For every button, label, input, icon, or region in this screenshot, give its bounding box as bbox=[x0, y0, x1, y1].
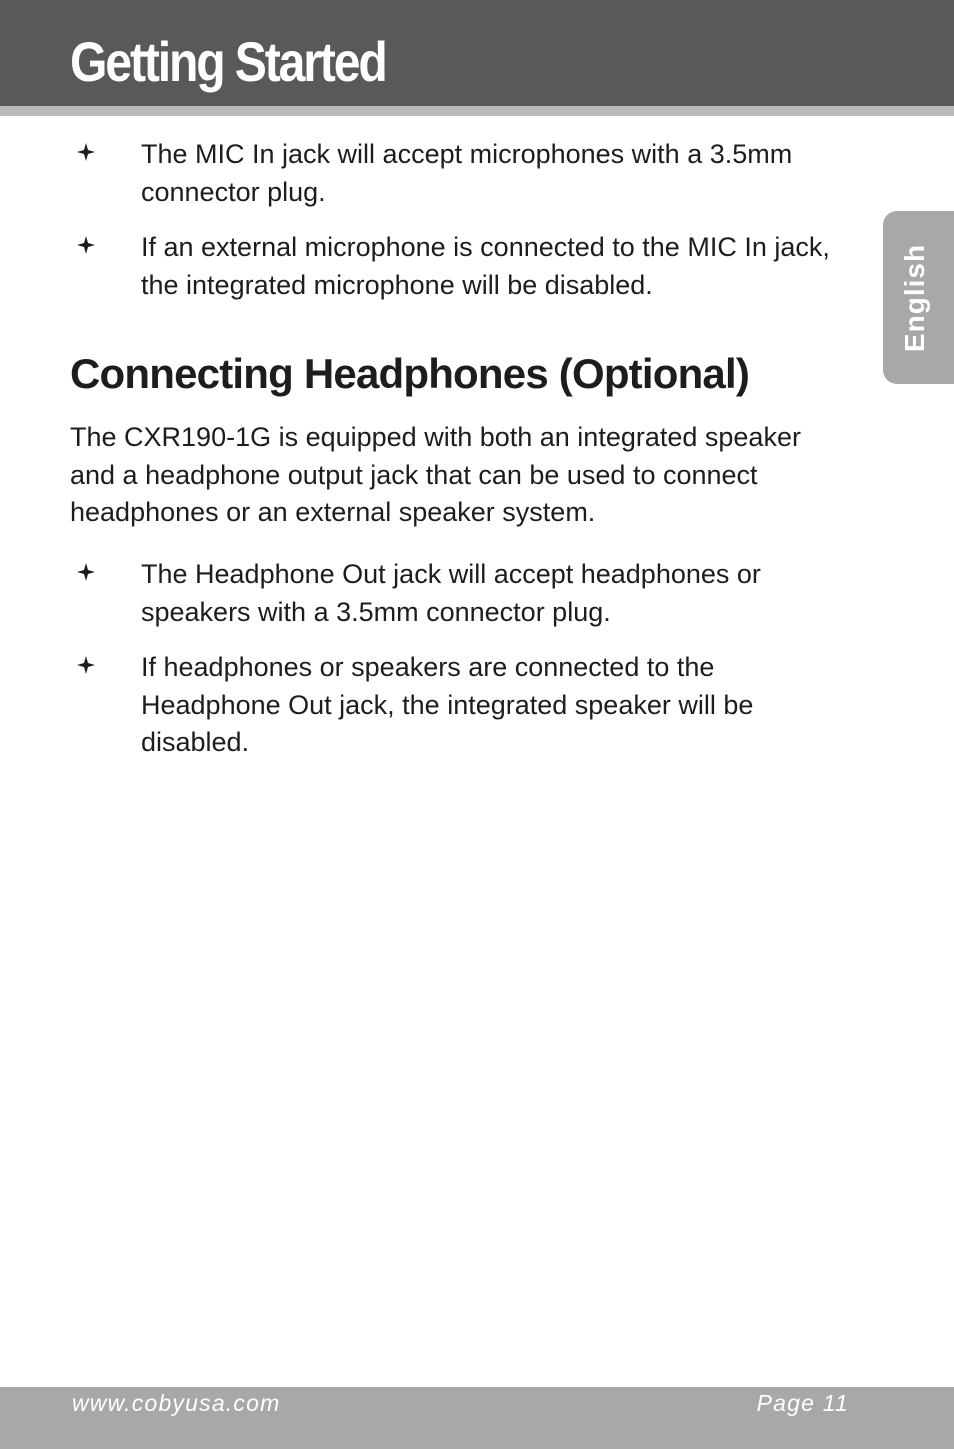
bullet-text: The MIC In jack will accept microphones with a 3.5mm connector plug. bbox=[141, 139, 793, 207]
section-heading: Connecting Headphones (Optional) bbox=[70, 350, 750, 397]
four-point-star-icon bbox=[70, 556, 102, 588]
language-tab-label: English bbox=[899, 243, 930, 353]
header-underline bbox=[0, 106, 954, 116]
page-title: Getting Started bbox=[70, 30, 386, 93]
page-number: Page 11 bbox=[756, 1390, 849, 1416]
section-paragraph: The CXR190-1G is equipped with both an integrated speaker and a headphone output jack that can be used to connect headphones or an external speaker system. bbox=[70, 422, 801, 527]
bullet-text: The Headphone Out jack will accept headphones or speakers with a 3.5mm connector plug. bbox=[141, 559, 761, 627]
four-point-star-icon bbox=[70, 229, 102, 261]
bullet-text: If an external microphone is connected to the MIC In jack, the integrated microphone will be disabled. bbox=[141, 232, 830, 300]
four-point-star-icon bbox=[70, 649, 102, 681]
bullet-text: If headphones or speakers are connected to the Headphone Out jack, the integrated speaker will be disabled. bbox=[141, 652, 754, 757]
footer-url: www.cobyusa.com bbox=[72, 1390, 281, 1416]
four-point-star-icon bbox=[70, 136, 102, 168]
